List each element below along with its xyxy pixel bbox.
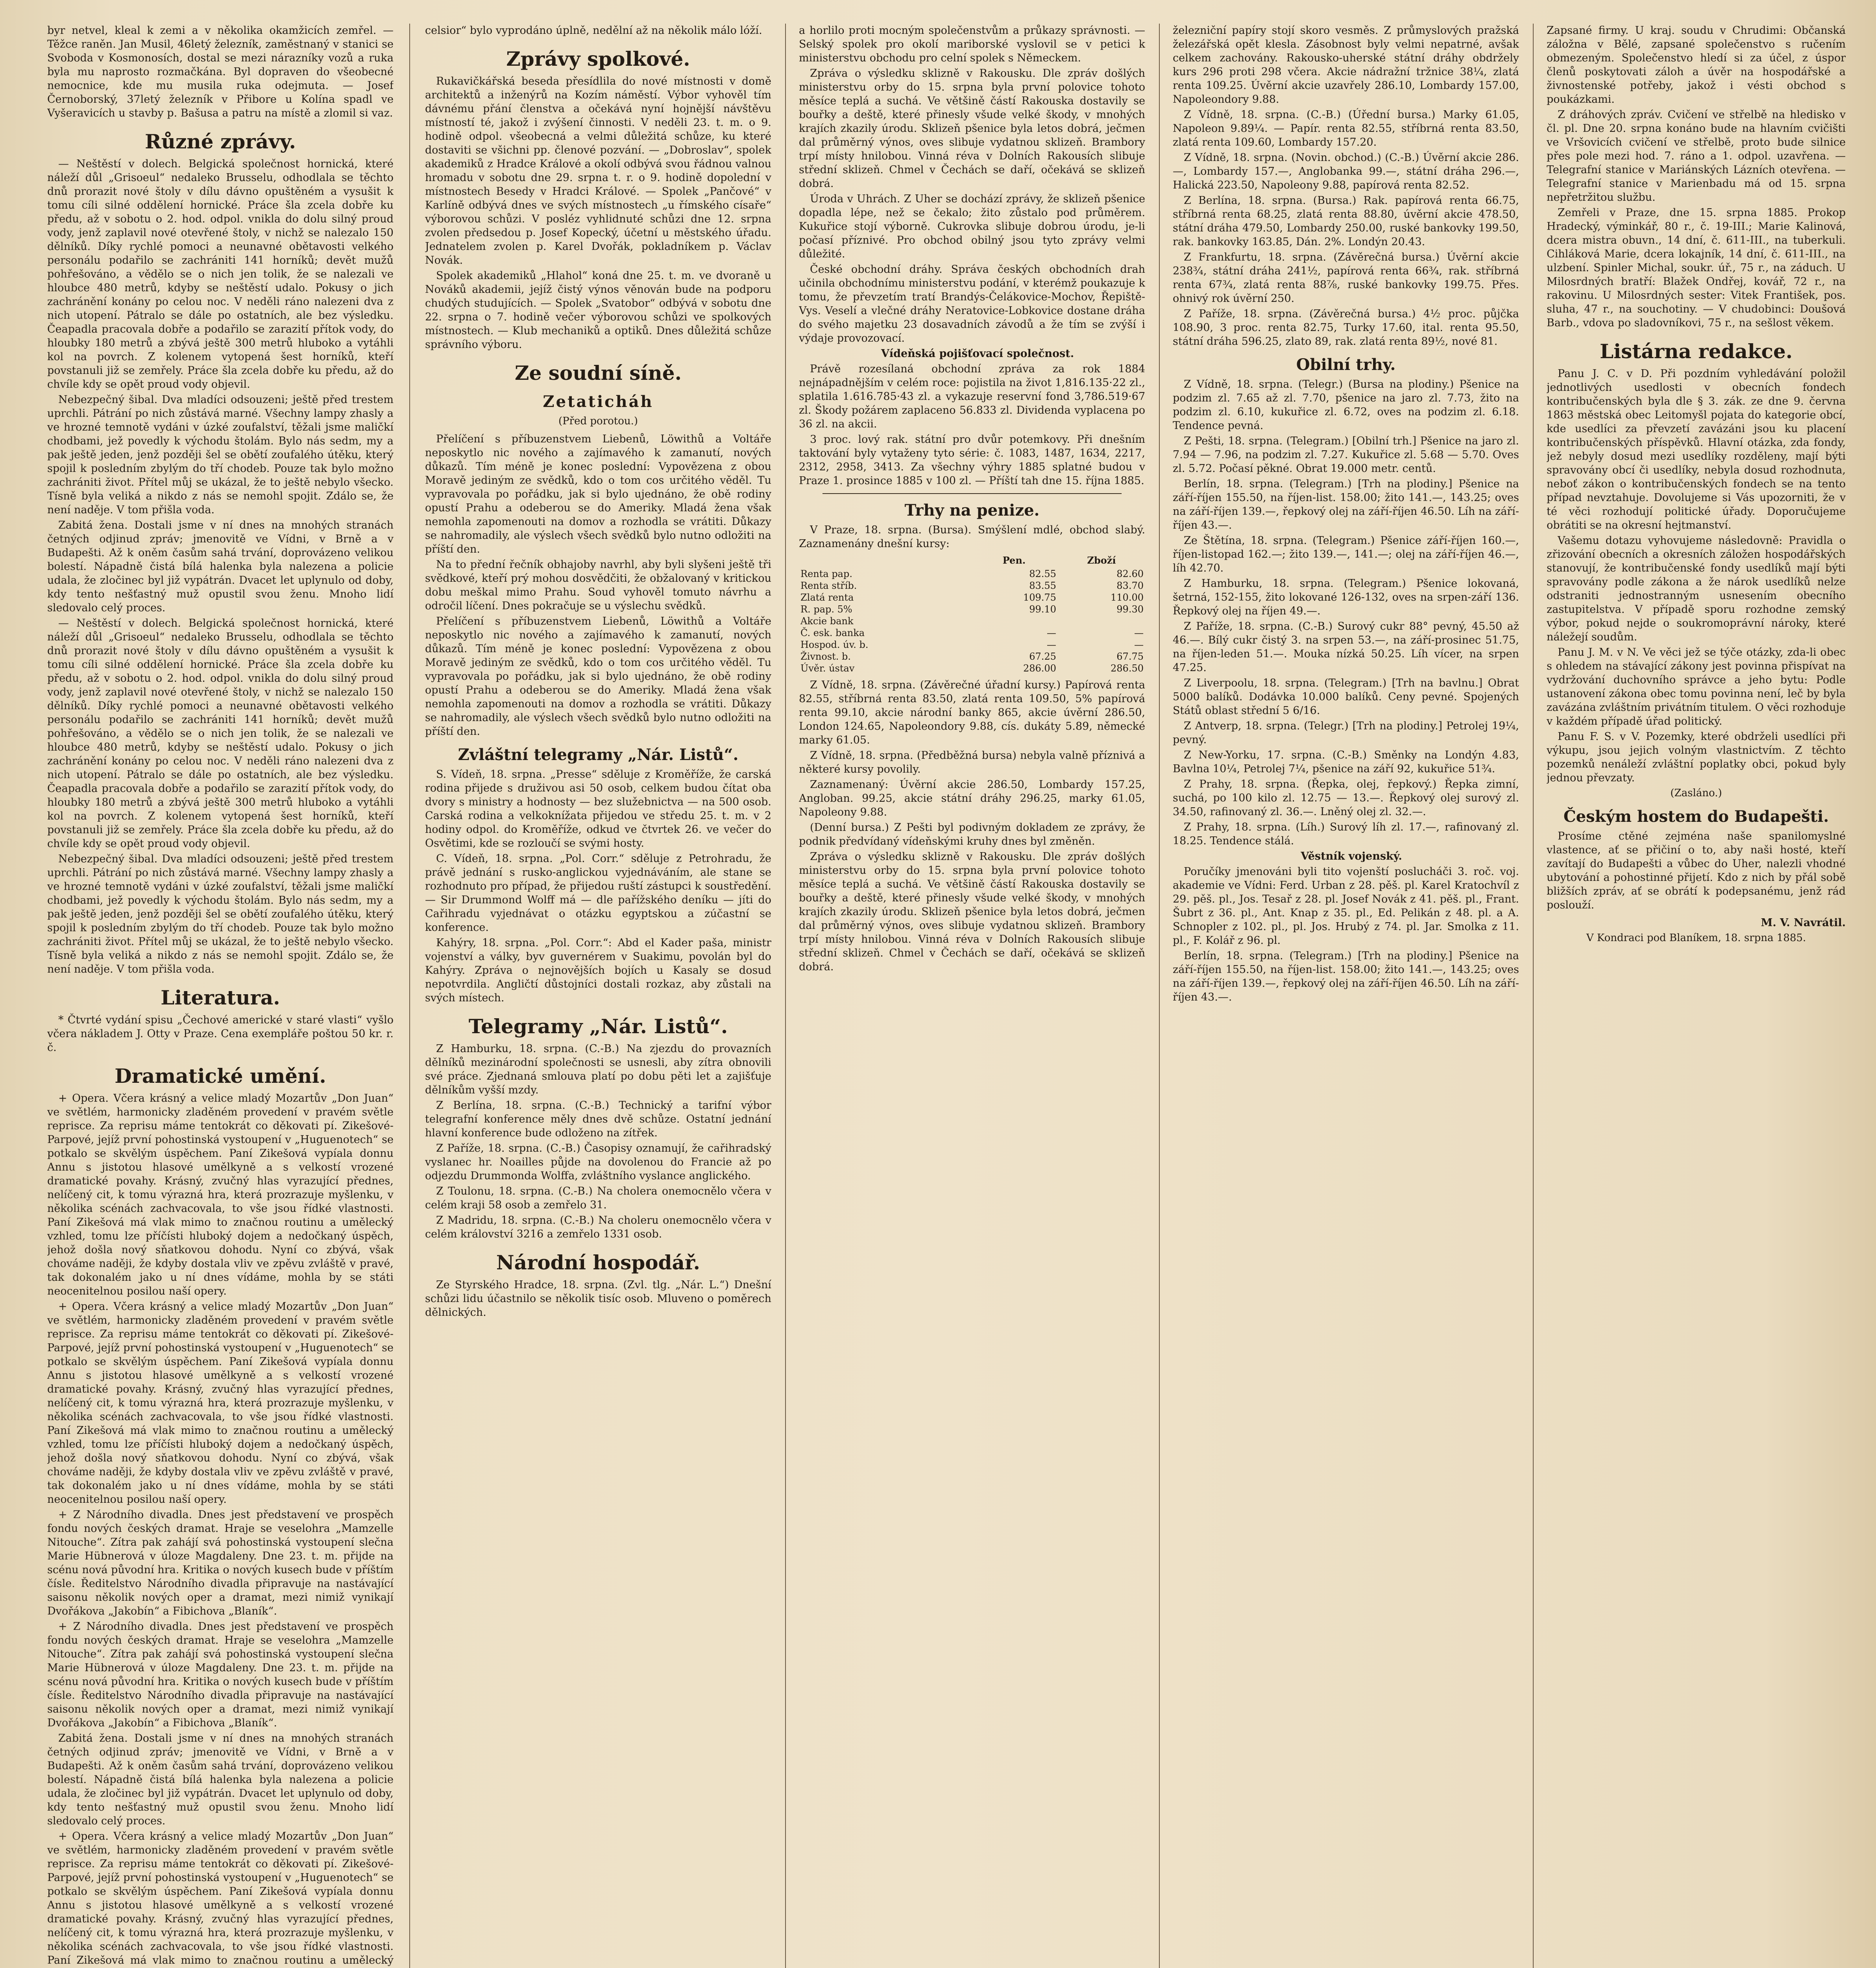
- article-text: Na to přední řečník obhajoby navrhl, aby byli slyšeni ještě tři svědkové, kteří prý mohou dosvědčiti, že obžalovaný v kritickou dobu meškal mimo Prahu. Soud vyhověl tomuto návrhu a odročil líčení. Dnes pokračuje se u výslechu svědků.: [425, 559, 771, 612]
- section-heading-trhy: Trhy na penize.: [904, 501, 1040, 520]
- bursa-value-cell: [1058, 615, 1145, 627]
- bursa-value-cell: 99.10: [1029, 604, 1056, 615]
- article-text: + Z Národního divadla. Dnes jest představení ve prospěch fondu nových českých dramat. Hraje se veselohra „Mamzelle Nitouche“. Zítra pak zahájí svá pohostinská vystoupení slečna Marie Hübnerová v úloze Magdaleny. Dne 23. t. m. přijde na scénu nová původní hra. Kritika o nových kusech bude v příštím čísle. Ředitelstvo Národního divadla připravuje na nastávající saisonu několik nových oper a dramat, mezi nimiž vynikají Dvořákova „Jakobín“ a Fibichova „Blaník“.: [47, 1509, 394, 1617]
- article-text: Zpráva o výsledku sklizně v Rakousku. Dle zpráv došlých ministerstvu orby do 15. srpna byla první polovice tohoto měsíce teplá a suchá. Ve většině částí Rakouska dostavily se bouřky a deště, které přinesly všude velké škody, v mnohých krajích zkazily úrodu. Sklizeň pšenice byla letos dobrá, ječmen dal průměrný výnos, oves slibuje vydatnou sklizeň. Brambory trpí místy hnilobou. Vinná réva v Dolních Rakousích slibuje střední sklizeň. Chmel v Čechách se daří, očekává se sklizeň dobrá.: [799, 67, 1145, 190]
- story-subtitle: (Před porotou.): [558, 415, 638, 427]
- article-text: Z Paříže, 18. srpna. (C.-B.) Surový cukr 88° pevný, 45.50 až 46.—. Bílý cukr čistý 3. na srpen 53.—, na září-prosinec 51.75, na říjen-leden 51.—. Mouka nízká 50.25. Líh vícer, na srpen 47.25.: [1173, 620, 1519, 674]
- bursa-value-cell: —: [1134, 639, 1144, 650]
- article-text: Z Hamburku, 18. srpna. (C.-B.) Na zjezdu do provazních dělníků mezinárodní společnosti se usnesli, aby zítra obnovili své práce. Zjednaná smlouva platí po dobu pěti let a zajišťuje dělníkům vyšší mzdy.: [425, 1043, 771, 1096]
- subheading-pojistovna: Vídeňská pojišťovací společnost.: [881, 348, 1074, 360]
- section-heading-listarna: Listárna redakce.: [1599, 340, 1793, 363]
- zaslano-label: (Zasláno.): [1670, 787, 1722, 799]
- section-heading-obilni-trhy: Obilní trhy.: [1296, 355, 1396, 374]
- article-text: Zpráva o výsledku sklizně v Rakousku. Dle zpráv došlých ministerstvu orby do 15. srpna byla první polovice tohoto měsíce teplá a suchá. Ve většině částí Rakouska dostavily se bouřky a deště, které přinesly všude velké škody, v mnohých krajích zkazily úrodu. Sklizeň pšenice byla letos dobrá, ječmen dal průměrný výnos, oves slibuje vydatnou sklizeň. Brambory trpí místy hnilobou. Vinná réva v Dolních Rakousích slibuje střední sklizeň. Chmel v Čechách se daří, očekává se sklizeň dobrá.: [799, 851, 1145, 973]
- section-heading-telegramy: Telegramy „Nár. Listů“.: [468, 1015, 728, 1038]
- bursa-row: [799, 639, 1145, 651]
- article-text: Berlín, 18. srpna. (Telegram.) [Trh na plodiny.] Pšenice na září-říjen 155.50, na říjen-list. 158.00; žito 141.—, 143.25; oves na září-říjen 139.—, řepkový olej na září-říjen 46.50. Líh na září-říjen 43.—.: [1173, 950, 1519, 1003]
- article-text: Ze Styrského Hradce, 18. srpna. (Zvl. tlg. „Nár. L.“) Dnešní schůzi lidu účastnilo se několik tisíc osob. Mluveno o poměrech dělnických.: [425, 1279, 771, 1319]
- bursa-value-cell: —: [1046, 639, 1056, 650]
- bursa-value-cell: 286.50: [1111, 663, 1144, 674]
- article-text: Vašemu dotazu vyhovujeme následovně: Pravidla o zřizování obecních a okresních záložen hospodářských stanovují, že kontribučenské fondy usedlíků mají býti spravovány podle zákona a že nárok usedlíků nelze odstraniti jednostranným usnesením obecního zastupitelstva. V případě sporu rozhodne zemský výbor, pokud nejde o soukromoprávní nároky, které náležejí soudům.: [1547, 535, 1846, 643]
- article-text: Z Vídně, 18. srpna. (Předběžná bursa) nebyla valně příznivá a některé kursy povolily.: [799, 749, 1145, 775]
- article-text: Nebezpečný šibal. Dva mladíci odsouzeni; ještě před trestem uprchli. Pátrání po nich zůstává marné. Všechny lampy zhasly a ve hrozné temnotě vydáni v úzké zoufalství, těžali jsme maličkí chodbami, jež povedly k východu štolám. Bylo nás sedm, my a pak ještě jeden, jenž později šel se obětí zoufalého útěku, který spojil k posledním zbylým do tří chodeb. Pouze tak bylo možno zachrániti život. Přítel můj se ukázal, že to ještě nebylo všecko. Tísně byla veliká a nikdo z nás se nemohl spojit. Zdálo se, že není naděje. V tom přišla voda.: [47, 394, 394, 516]
- bursa-value-cell: [970, 615, 1058, 627]
- article-text: — Neštěstí v dolech. Belgická společnost hornická, které náleží důl „Grisoeul“ nedaleko Brusselu, odhodlala se těchto dnů prorazit nové štoly v dílu dávno opuštěném a vysušit k tomu cíli silné oddělení hornické. Práce šla zcela dobře ku předu, až v sobotu o 2. hod. odpol. vnikla do dolu silný proud vody, jenž zaplavil nové otevřené štoly, v nichž se nalezalo 150 dělníků. Díky rychlé pomoci a neunavné obětavosti velkého personálu podařilo se zachrániti 141 horníků; devět mužů pohřešováno, a vědělo se o nich jen tolik, že se nalezali ve hloubce 480 metrů, kdyby se neštěstí udalo. Pokusy o jich zachránění konány po celou noc. V neděli ráno nalezeni dva z nich utopení. Pátralo se dále po ostatních, ale bez výsledku. Čeapadla pracovala dobře a podařilo se zarazití přítok vody, do hloubky 180 metrů a zbývá ještě 300 metrů hluboko a vytáhli kol na povrch. Z kolenem vytopená šest horníků, kteří povstanuli již se zemřely. Práce šla zcela dobře ku předu, až do chvíle kdy se opět proud vody objevil.: [47, 158, 394, 390]
- article-text: Nebezpečný šibal. Dva mladíci odsouzeni; ještě před trestem uprchli. Pátrání po nich zůstává marné. Všechny lampy zhasly a ve hrozné temnotě vydáni v úzké zoufalství, těžali jsme maličkí chodbami, jež povedly k východu štolám. Bylo nás sedm, my a pak ještě jeden, jenž později šel se obětí zoufalého útěku, který spojil k posledním zbylým do tří chodeb. Pouze tak bylo možno zachrániti život. Přítel můj se ukázal, že to ještě nebylo všecko. Tísně byla veliká a nikdo z nás se nemohl spojit. Zdálo se, že není naděje. V tom přišla voda.: [47, 853, 394, 975]
- article-text: Z Berlína, 18. srpna. (C.-B.) Technický a tarifní výbor telegrafní konference měly dnes dvě schůze. Ostatní jednání hlavní konference bude odloženo na zítřek.: [425, 1099, 771, 1139]
- column-2: [425, 24, 771, 1968]
- bursa-value-cell: 82.60: [1116, 568, 1144, 579]
- bursa-row: [799, 627, 1145, 639]
- column-rule: [1159, 24, 1160, 1968]
- article-text: Z Antverp, 18. srpna. (Telegr.) [Trh na plodiny.] Petrolej 19¼, pevný.: [1173, 720, 1519, 746]
- bursa-label-cell: Renta stříb.: [800, 580, 857, 591]
- article-text: C. Vídeň, 18. srpna. „Pol. Corr.“ sděluje z Petrohradu, že právě jednání s rusko-anglickou vyjednáváním, ale stane se rozhodnuto pro případ, že přijedou ruští zástupci k soustředění. — Sir Drummond Wolff má — dle pařížského deníku — jíti do Cařihradu vyjednávat o otázku egyptskou a zúčastní se konference.: [425, 853, 771, 934]
- article-text: + Z Národního divadla. Dnes jest představení ve prospěch fondu nových českých dramat. Hraje se veselohra „Mamzelle Nitouche“. Zítra pak zahájí svá pohostinská vystoupení slečna Marie Hübnerová v úloze Magdaleny. Dne 23. t. m. přijde na scénu nová původní hra. Kritika o nových kusech bude v příštím čísle. Ředitelstvo Národního divadla připravuje na nastávající saisonu několik nových oper a dramat, mezi nimiž vynikají Dvořákova „Jakobín“ a Fibichova „Blaník“.: [47, 1620, 394, 1729]
- bursa-row: [799, 592, 1145, 603]
- section-heading-budapest: Českým hostem do Budapešti.: [1563, 807, 1829, 826]
- bursa-header-cell: Zboží: [1087, 555, 1116, 566]
- bursa-header-row: [799, 553, 1145, 568]
- column-rule: [1533, 24, 1534, 1968]
- dateline: V Kondraci pod Blaníkem, 18. srpna 1885.: [1586, 932, 1806, 944]
- bursa-label-cell: Zlatá renta: [800, 592, 854, 603]
- bursa-value-cell: 286.00: [1023, 663, 1056, 674]
- bursa-value-cell: —: [1134, 627, 1144, 638]
- bursa-label-cell: Živnost. b.: [800, 651, 851, 662]
- article-text: Přelíčení s příbuzenstvem Liebenů, Löwithů a Voltáře neposkytlo nic nového a zajímavého k zamanutí, nových důkazů. Tím méně je konec poslední: Vypovězena z obou Moravě jediným ze svědků, kdo o tom cos určitého věděl. Tu vypravovala po pořádku, jak si bylo ujednáno, že obě rodiny opustí Prahu a odeberou se do Ameriky. Mladá žena však nemohla zapomenouti na domov a rozhodla se vrátiti. Důkazy se nahromadily, ale výslech všech svědků bylo nutno odložiti na příští den.: [425, 615, 771, 738]
- article-text: Spolek akademiků „Hlahol“ koná dne 25. t. m. ve dvoraně u Nováků akademii, jejíž čistý výnos věnován bude na podporu chudých studujících. — Spolek „Svatobor“ odbývá v sobotu dne 22. srpna o 7. hodině večer výborovou schůzi ve spolkových místnostech. — Klub mechaniků a optiků. Dnes důležitá schůze správního výboru.: [425, 270, 771, 351]
- article-text: Zemřeli v Praze, dne 15. srpna 1885. Prokop Hradecký, výminkář, 80 r., č. 19-III.; Marie Kalinová, dcera mistra obuvn., 14 dní, č. 611-III., na tuberkuli. Cihláková Marie, dcera lokajník, 14 dní, č. 611-III., na ulzbení. Spinler Michal, soukr. úř., 75 r., na záduch. U Milosrdných bratří: Blažek Ondřej, kovář, 72 r., na rakovinu. U Milosrdných sester: Vitek František, pos. sluha, 47 r., na souchotiny. — V chudobinci: Doušová Barb., vdova po sladovníkovi, 75 r., na sešlost věkem.: [1547, 207, 1846, 329]
- article-text: Z Pešti, 18. srpna. (Telegram.) [Obilní trh.] Pšenice na jaro zl. 7.94 — 7.96, na podzim zl. 7.27. Kukuřice zl. 5.68 — 5.70. Oves zl. 5.72. Počasí pěkné. Obrat 19.000 metr. centů.: [1173, 435, 1519, 475]
- article-text: Úroda v Uhrách. Z Uher se dochází zprávy, že sklizeň pšenice dopadla lépe, než se čekalo; žito zůstalo pod průměrem. Kukuřice stojí výborně. Cukrovka slibuje dobrou úrodu, je-li počasí příznivé. Pro obchod obilný jsou tyto zprávy velmi důležité.: [799, 193, 1145, 260]
- article-text: — Neštěstí v dolech. Belgická společnost hornická, které náleží důl „Grisoeul“ nedaleko Brusselu, odhodlala se těchto dnů prorazit nové štoly v dílu dávno opuštěném a vysušit k tomu cíli silné oddělení hornické. Práce šla zcela dobře ku předu, až v sobotu o 2. hod. odpol. vnikla do dolu silný proud vody, jenž zaplavil nové otevřené štoly, v nichž se nalezalo 150 dělníků. Díky rychlé pomoci a neunavné obětavosti velkého personálu podařilo se zachrániti 141 horníků; devět mužů pohřešováno, a vědělo se o nich jen tolik, že se nalezali ve hloubce 480 metrů, kdyby se neštěstí udalo. Pokusy o jich zachránění konány po celou noc. V neděli ráno nalezeni dva z nich utopení. Pátralo se dále po ostatních, ale bez výsledku. Čeapadla pracovala dobře a podařilo se zarazití přítok vody, do hloubky 180 metrů a zbývá ještě 300 metrů hluboko a vytáhli kol na povrch. Z kolenem vytopená šest horníků, kteří povstanuli již se zemřely. Práce šla zcela dobře ku předu, až do chvíle kdy se opět proud vody objevil.: [47, 617, 394, 850]
- article-text: V Praze, 18. srpna. (Bursa). Smýšlení mdlé, obchod slabý. Zaznamenány dnešní kursy:: [799, 524, 1145, 550]
- article-text: Z Vídně, 18. srpna. (C.-B.) (Úřední bursa.) Marky 61.05, Napoleon 9.89¼. — Papír. renta 82.55, stříbrná renta 83.50, zlatá renta 109.60, Lombardy 157.20.: [1173, 109, 1519, 148]
- section-heading-ruzne-zpravy: Různé zprávy.: [145, 130, 296, 153]
- article-text: Z Prahy, 18. srpna. (Líh.) Surový líh zl. 17.—, rafinovaný zl. 18.25. Tendence stálá.: [1173, 821, 1519, 847]
- story-title: Zetaticháh: [543, 392, 654, 411]
- article-text: Z Prahy, 18. srpna. (Řepka, olej, řepkový.) Řepka zimní, suchá, po 100 kilo zl. 12.75 — 13.—. Řepkový olej surový zl. 34.50, rafinovaný zl. 36.—. Lněný olej zl. 32.—.: [1173, 778, 1519, 818]
- article-text: Z Vídně, 18. srpna. (Telegr.) (Bursa na plodiny.) Pšenice na podzim zl. 7.65 až zl. 7.70, pšenice na jaro zl. 7.73, žito na podzim zl. 6.10, kukuřice zl. 6.72, oves na podzim zl. 6.18. Tendence pevná.: [1173, 378, 1519, 432]
- subheading-vestnik: Věstník vojenský.: [1301, 850, 1402, 862]
- article-text: Panu J. M. v N. Ve věci jež se týče otázky, zda-li obec s ohledem na stávající zákony jest povinna přispívat na vydržování duchovního správce a jeho bytu: Podle ustanovení zákona obec tomu povinna není, leč by byla zavázána zvláštním privátním titulem. O věci rozhoduje v každém případě úřad politický.: [1547, 646, 1846, 727]
- article-text: celsior“ bylo vyprodáno úplně, nedělní až na několik málo lóží.: [425, 24, 762, 37]
- bursa-value-cell: 67.25: [1029, 651, 1056, 662]
- bursa-label-cell: Hospod. úv. b.: [800, 639, 869, 650]
- bursa-label-cell: Renta pap.: [800, 568, 852, 579]
- article-text: Ze Štětína, 18. srpna. (Telegram.) Pšenice září-říjen 160.—, říjen-listopad 162.—; žito 139.—, 141.—; olej na září-říjen 46.—, líh 42.70.: [1173, 535, 1519, 574]
- column-5: [1547, 24, 1846, 1968]
- article-text: Z Vídně, 18. srpna. (Novin. obchod.) (C.-B.) Úvěrní akcie 286.—, Lombardy 157.—, Anglobanka 99.—, státní dráha 296.—, Halická 223.50, Napoleony 9.88, papírová renta 82.52.: [1173, 152, 1519, 191]
- bursa-value-cell: 109.75: [1023, 592, 1056, 603]
- article-text: Panu F. S. v V. Pozemky, které obdrželi usedlíci při výkupu, jsou jejich volným vlastnictvím. Z těchto pozemků nenáleží zvláštní poplatky obci, pokud byly jednou převzaty.: [1547, 731, 1846, 784]
- bursa-label-cell: Č. esk. banka: [800, 627, 865, 638]
- article-text: Panu J. C. v D. Při pozdním vyhledávání položil jednotlivých usedlosti v obecních fondech kontribučenských byla dle § 3. zák. ze dne 9. června 1863 městská obec Leitomyšl pojata do kategorie obcí, kde usedlíci za převzetí zavázáni jsou ku placení kontribučenských příspěvků. Hlavní otázka, zda fondy, jež nebyly dosud mezi usedlíky rozděleny, mají býti spravovány obcí či usedlíky, nebyla dosud rozhodnuta, neboť zákon o kontribučenských fondech se na tento případ nevztahuje. Dovolujeme si Vás upozorniti, že v té věci rozhodují politické úřady. Doporučujeme obrátiti se na okresní hejtmanství.: [1547, 368, 1846, 531]
- article-text: Zaznamenaný: Úvěrní akcie 286.50, Lombardy 157.25, Angloban. 99.25, akcie státní dráhy 296.25, marky 61.05, Napoleony 9.88.: [799, 779, 1145, 818]
- bursa-row: [799, 568, 1145, 580]
- section-heading-zpravy-spolkove: Zprávy spolkové.: [506, 47, 690, 70]
- bursa-label-cell: Akcie bank: [800, 616, 854, 627]
- article-text: Přelíčení s příbuzenstvem Liebenů, Löwithů a Voltáře neposkytlo nic nového a zajímavého k zamanutí, nových důkazů. Tím méně je konec poslední: Vypovězena z obou Moravě jediným ze svědků, kdo o tom cos určitého věděl. Tu vypravovala po pořádku, jak si bylo ujednáno, že obě rodiny opustí Prahu a odeberou se do Ameriky. Mladá žena však nemohla zapomenouti na domov a rozhodla se vrátiti. Důkazy se nahromadily, ale výslech všech svědků bylo nutno odložiti na příští den.: [425, 433, 771, 555]
- article-text: Z Liverpoolu, 18. srpna. (Telegram.) [Trh na bavlnu.] Obrat 5000 balíků. Dodávka 10.000 balíků. Ceny pevné. Spojených Států oblast střední 5 6/16.: [1173, 677, 1519, 717]
- article-text: Z New-Yorku, 17. srpna. (C.-B.) Směnky na Londýn 4.83, Bavlna 10¼, Petrolej 7¼, pšenice na září 92, kukuřice 51¾.: [1173, 749, 1519, 775]
- article-text: Rukavičkářská beseda přesídlila do nové místnosti v domě architektů a inženýrů na Kozím náměstí. Výbor vyhověl tím dávnému přání členstva a očekává nyní hojnější návštěvu místností té, jakož i zvýšení činnosti. V neděli 23. t. m. o 9. hodině odpol. všeobecná a velmi důležitá schůze, ku které dostaviti se všichni pp. členové pozvání. — „Dobroslav“, spolek akademiků z Hradce Králové a okolí odbývá svou řádnou valnou hromadu v sobotu dne 29. srpna t. r. o 9. hodině dopolední v místnostech Besedy v Hradci Králové. — Spolek „Pančové“ v Karlíně odbývá dnes ve svých místnostech „u římského císaře“ výborovou schůzi. V posléz vyhlidnuté schůzi dne 12. srpna zvolen předsedou p. Josef Kopecký, účetní u městského úřadu. Jednatelem zvolen p. Karel Dvořák, pokladníkem p. Václav Novák.: [425, 75, 771, 266]
- section-heading-dramaticke-umeni: Dramatické umění.: [115, 1064, 326, 1088]
- article-text: + Opera. Včera krásný a velice mladý Mozartův „Don Juan“ ve světlém, harmonicky zladěném provedení v pravém světle reprisce. Za reprisu máme tentokrát co děkovati pí. Zikešové-Parpové, jejíž první pohostinská vystoupení v „Huguenotech“ se potkalo se skvělým úspěchem. Paní Zikešová vypíala donnu Annu s jistotou hlasové umělkyně a s velkostí vrozené dramatické povahy. Krásný, zvučný hlas vyrazující přednes, nelíčený cit, k tomu výrazná hra, která prozrazuje myšlenku, v několika scénách zachvacovala, to vše jsou řídké vlastnosti. Paní Zikešová má vlak mimo to značnou routinu a umělecký vzhled, tomu lze příčísti hluboký dojem a nedočkaný úspěch, jehož došla nový sňatkovou dohodu. Nyní co zbývá, však chováme naději, že kdyby dostala vliv ve zpěvu zvláště v pravé, tak dokonalém jako u ní dnes vídáme, mohla by se státi neocenitelnou posilou naší opery.: [47, 1092, 394, 1297]
- bursa-row: [799, 603, 1145, 615]
- article-text: železniční papíry stojí skoro vesměs. Z průmyslových pražská železářská opět klesla. Zásobnost byly velmi nepatrné, avšak celkem zachovány. Rakousko-uherské státní dráhy obdržely kurs 296 proti 298 včera. Akcie nádražní tržnice 38¼, zlatá renta 109.25. Úvěrní akcie uzavřely 286.10, Lombardy 157.00, Napoleondory 9.88.: [1173, 24, 1519, 105]
- bursa-row: [799, 615, 1145, 627]
- article-text: Zabitá žena. Dostali jsme v ní dnes na mnohých stranách četných odjinud zpráv; jmenovitě ve Vídni, v Brně a v Budapešti. Až k oněm časům sahá trvání, doprovázeno velikou bolestí. Nápadně čistá bílá halenka byla nalezena a policie udala, že zločinec byl již vypátrán. Dvacet let uplynulo od doby, kdy tento nešťastný muž opustil svou ženu. Mnoho lidí sledovalo celý proces.: [47, 519, 394, 614]
- article-text: Právě rozesílaná obchodní zpráva za rok 1884 nejnápadnějším v celém roce: pojistila na život 1,816.135·22 zl., splatila 1.616.785·43 zl. a vykazuje reservní fond 3,786.519·67 zl. Škody požárem zaplaceno 56.833 zl. Dividenda vyplacena po 36 zl. na akcii.: [799, 363, 1145, 430]
- article-text: Zapsané firmy. U kraj. soudu v Chrudimi: Občanská záložna v Bělé, zapsané společenstvo s ručením obmezeným. Společenstvo hledí si za účel, z úspor členů poskytovati záloh a úvěr na hospodářské a živnostenské potřeby, jakož i vésti obchod s poukázkami.: [1547, 24, 1846, 105]
- article-text: Z Paříže, 18. srpna. (Závěrečná bursa.) 4½ proc. půjčka 108.90, 3 proc. renta 82.75, Turky 17.60, ital. renta 95.50, státní dráha 596.25, zlato 89, rak. zlatá renta 89½, nové 81.: [1173, 308, 1519, 348]
- bursa-value-cell: 83.55: [1029, 580, 1056, 591]
- article-text: + Opera. Včera krásný a velice mladý Mozartův „Don Juan“ ve světlém, harmonicky zladěném provedení v pravém světle reprisce. Za reprisu máme tentokrát co děkovati pí. Zikešové-Parpové, jejíž první pohostinská vystoupení v „Huguenotech“ se potkalo se skvělým úspěchem. Paní Zikešová vypíala donnu Annu s jistotou hlasové umělkyně a s velkostí vrozené dramatické povahy. Krásný, zvučný hlas vyrazující přednes, nelíčený cit, k tomu výrazná hra, která prozrazuje myšlenku, v několika scénách zachvacovala, to vše jsou řídké vlastnosti. Paní Zikešová má vlak mimo to značnou routinu a umělecký: [47, 1830, 394, 1966]
- bursa-row: [799, 662, 1145, 674]
- article-text: Z Toulonu, 18. srpna. (C.-B.) Na cholera onemocnělo včera v celém kraji 58 osob a zemřelo 31.: [425, 1185, 771, 1211]
- section-heading-literatura: Literatura.: [161, 986, 280, 1009]
- bursa-value-cell: 83.70: [1116, 580, 1144, 591]
- article-text: byr netvel, kleal k zemi a v několika okamžicích zemřel. — Těžce raněn. Jan Musil, 46letý železník, zaměstnaný v stanici se Svoboda v Kosmonosích, dostal se mezi nárazníky vozů a ruka byla mu naprosto rozmačkána. Byl dopraven do všeobecné nemocnice, kde mu musila ruka odejmuta. — Josef Černoborský, 37letý železník v Přibore u Kolína spadl ve Vyšeravicích u stavby p. Bašusa a patru na místě a zlomil si vaz.: [47, 24, 394, 119]
- bursa-value-cell: 82.55: [1029, 568, 1056, 579]
- article-text: + Opera. Včera krásný a velice mladý Mozartův „Don Juan“ ve světlém, harmonicky zladěném provedení v pravém světle reprisce. Za reprisu máme tentokrát co děkovati pí. Zikešové-Parpové, jejíž první pohostinská vystoupení v „Huguenotech“ se potkalo se skvělým úspěchem. Paní Zikešová vypíala donnu Annu s jistotou hlasové umělkyně a s velkostí vrozené dramatické povahy. Krásný, zvučný hlas vyrazující přednes, nelíčený cit, k tomu výrazná hra, která prozrazuje myšlenku, v několika scénách zachvacovala, to vše jsou řídké vlastnosti. Paní Zikešová má vlak mimo to značnou routinu a umělecký vzhled, tomu lze příčísti hluboký dojem a nedočkaný úspěch, jehož došla nový sňatkovou dohodu. Nyní co zbývá, však chováme naději, že kdyby dostala vliv ve zpěvu zvláště v pravé, tak dokonalém jako u ní dnes vídáme, mohla by se státi neocenitelnou posilou naší opery.: [47, 1300, 394, 1506]
- bursa-value-cell: —: [1046, 627, 1056, 638]
- bursa-value-cell: 67.75: [1116, 651, 1144, 662]
- article-text: Z Vídně, 18. srpna. (Závěrečné úřadní kursy.) Papírová renta 82.55, stříbrná renta 83.50, zlatá renta 109.50, 5% papírová renta 99.10, akcie národní banky 865, akcie úvěrní 286.50, London 124.65, Napoleondory 9.88, cís. dukáty 5.89, německé marky 61.05.: [799, 679, 1145, 746]
- article-text: a horlilo proti mocným společenstvům a průkazy správnosti. — Selský spolek pro okolí mariborské vyslovil se v petici k ministerstvu obchodu pro celní spolek s Německem.: [799, 24, 1145, 64]
- article-text: Poručíky jmenováni byli tito vojenští poslucháči 3. roč. voj. akademie ve Vídni: Ferd. Urban z 28. pěš. pl. Karel Kratochvíl z 29. pěš. pl., Jos. Tesař z 28. pl. Josef Novák z 41. pěš. pl., Frant. Šubrt z 36. pl., Ant. Knap z 35. pl., Ed. Pelikán z 48. pl. a A. Schnopler z 102. pl., pl. Jos. Hrubý z 74. pl. Jar. Smolka z 11. pl., F. Kolář z 96. pl.: [1173, 866, 1519, 947]
- bursa-header-cell: [799, 553, 970, 568]
- column-rule: [409, 24, 410, 1968]
- signature: M. V. Navrátil.: [1761, 917, 1846, 929]
- column-4: [1173, 24, 1519, 1968]
- article-text: Zabitá žena. Dostali jsme v ní dnes na mnohých stranách četných odjinud zpráv; jmenovitě ve Vídni, v Brně a v Budapešti. Až k oněm časům sahá trvání, doprovázeno velikou bolestí. Nápadně čistá bílá halenka byla nalezena a policie udala, že zločinec byl již vypátrán. Dvacet let uplynulo od doby, kdy tento nešťastný muž opustil svou ženu. Mnoho lidí sledovalo celý proces.: [47, 1732, 394, 1827]
- bursa-header-cell: Pen.: [1002, 555, 1026, 566]
- article-text: S. Vídeň, 18. srpna. „Presse“ sděluje z Kroměříže, že carská rodina přijede s druživou asi 50 osob, celkem budou čítat oba dvory s ministry a hodnosty — bez služebnictva — na 500 osob. Carská rodina a velkoknížata přijedou ve středu 25. t. m. v 2 hodiny odpol. do Kroměříže, odkud ve čtvrtek 26. ve večer do Osvětimi, kde se rozloučí se svými hosty.: [425, 768, 771, 849]
- article-text: Z dráhových zpráv. Cvičení ve střelbě na hledisko v čl. pl. Dne 20. srpna konáno bude na hlavním cvičišti ve Vršovicích cvičení ve střelbě, proto bude silnice přes pole mezi hod. 7. ráno a 1. odpol. uzavřena. — Telegrafní stanice v Mariánských Lázních otevřena. — Telegrafní stanice v Marienbadu má od 15. srpna nepřetržitou službu.: [1547, 109, 1846, 203]
- article-text: * Čtvrté vydání spisu „Čechové americké v staré vlasti“ vyšlo včera nákladem J. Otty v Praze. Cena exempláře poštou 50 kr. r. č.: [47, 1014, 394, 1054]
- column-rule: [785, 24, 786, 1968]
- article-text: (Denní bursa.) Z Pešti byl podivným dokladem ze zprávy, že podnik předvídaný vídeňskými kruhy dnes byl změněn.: [799, 821, 1145, 847]
- bursa-label-cell: R. pap. 5%: [800, 604, 852, 615]
- article-text: Z Berlína, 18. srpna. (Bursa.) Rak. papírová renta 66.75, stříbrná renta 68.25, zlatá renta 88.80, úvěrní akcie 478.50, státní dráha 479.50, Lombardy 250.00, ruské bankovky 199.50, rak. bankovky 163.85, Dán. 2%. Londýn 20.43.: [1173, 194, 1519, 248]
- article-text: Kahýry, 18. srpna. „Pol. Corr.“: Abd el Kader paša, ministr vojenství a války, byv guvernérem v Suakimu, povolán byl do Kahýry. Zpráva o nejnovějších bojích u Kasaly se dosud nepotvrdila. Angličtí důstojníci dostali rozkaz, aby zůstali na svých místech.: [425, 937, 771, 1004]
- divider: [822, 493, 1122, 494]
- article-text: Berlín, 18. srpna. (Telegram.) [Trh na plodiny.] Pšenice na září-říjen 155.50, na říjen-list. 158.00; žito 141.—, 143.25; oves na září-říjen 139.—, řepkový olej na září-říjen 46.50. Líh na září-říjen 43.—.: [1173, 478, 1519, 531]
- article-text: České obchodní dráhy. Správa českých obchodních drah učinila obchodnímu ministerstvu podání, v kterémž poukazuje k tomu, že převzetím tratí Brandýs-Čelákovice-Mochov, Řepiště-Vys. Veselí a vlečné dráhy Neratovice-Lobkovice dostane dráha do svého majetku 23 dosavadních závodů a že tím se zvýší i výdaje provozovací.: [799, 263, 1145, 344]
- bursa-row: [799, 651, 1145, 662]
- article-text: Z Madridu, 18. srpna. (C.-B.) Na choleru onemocnělo včera v celém království 3216 a zemřelo 1331 osob.: [425, 1214, 771, 1240]
- bursa-table: [799, 553, 1145, 674]
- section-heading-soudni-sin: Ze soudní síně.: [515, 361, 682, 385]
- bursa-value-cell: 110.00: [1111, 592, 1144, 603]
- section-heading-zvlastni-telegramy: Zvláštní telegramy „Nár. Listů“.: [458, 745, 739, 764]
- section-heading-narodni-hospodar: Národní hospodář.: [496, 1251, 700, 1274]
- article-text: Z Frankfurtu, 18. srpna. (Závěrečná bursa.) Úvěrní akcie 238¾, státní dráha 241½, papírová renta 66¾, rak. stříbrná renta 67¾, zlatá renta 88⅞, ruské bankovky 199.75. Přes. ohnivý rok úvěrní 250.: [1173, 251, 1519, 305]
- column-3: [799, 24, 1145, 1968]
- column-1: [47, 24, 394, 1968]
- bursa-row: [799, 580, 1145, 592]
- bursa-value-cell: 99.30: [1116, 604, 1144, 615]
- bursa-label-cell: Úvěr. ústav: [800, 663, 855, 674]
- article-text: 3 proc. lový rak. státní pro dvůr potemkovy. Při dnešním taktování byly vytaženy tyto série: č. 1083, 1487, 1634, 2217, 2312, 2958, 3413. Za všechny výhry 1885 splatné budou v Praze 1. prosince 1885 v 100 zl. — Příští tah dne 15. října 1885.: [799, 433, 1145, 487]
- article-text: Z Paříže, 18. srpna. (C.-B.) Časopisy oznamují, že cařihradský vyslanec hr. Noailles půjde na dovolenou do Francie až po odjezdu Drummonda Wolffa, zvláštního vyslance anglického.: [425, 1142, 771, 1182]
- article-text: Prosíme ctěné zejména naše spanilomyslné vlastence, ať se přičiní o to, aby naši hosté, kteří zavítají do Budapešti a vůbec do Uher, nalezli vhodné ubytování a pohostinné přijetí. Kdo z nich by přál sobě bližších zpráv, ať se obrátí k podepsanému, jenž rád poslouží.: [1547, 830, 1846, 911]
- article-text: Z Hamburku, 18. srpna. (Telegram.) Pšenice lokovaná, šetrná, 152-155, žito lokované 126-132, oves na srpen-září 136. Řepkový olej na říjen 49.—.: [1173, 577, 1519, 617]
